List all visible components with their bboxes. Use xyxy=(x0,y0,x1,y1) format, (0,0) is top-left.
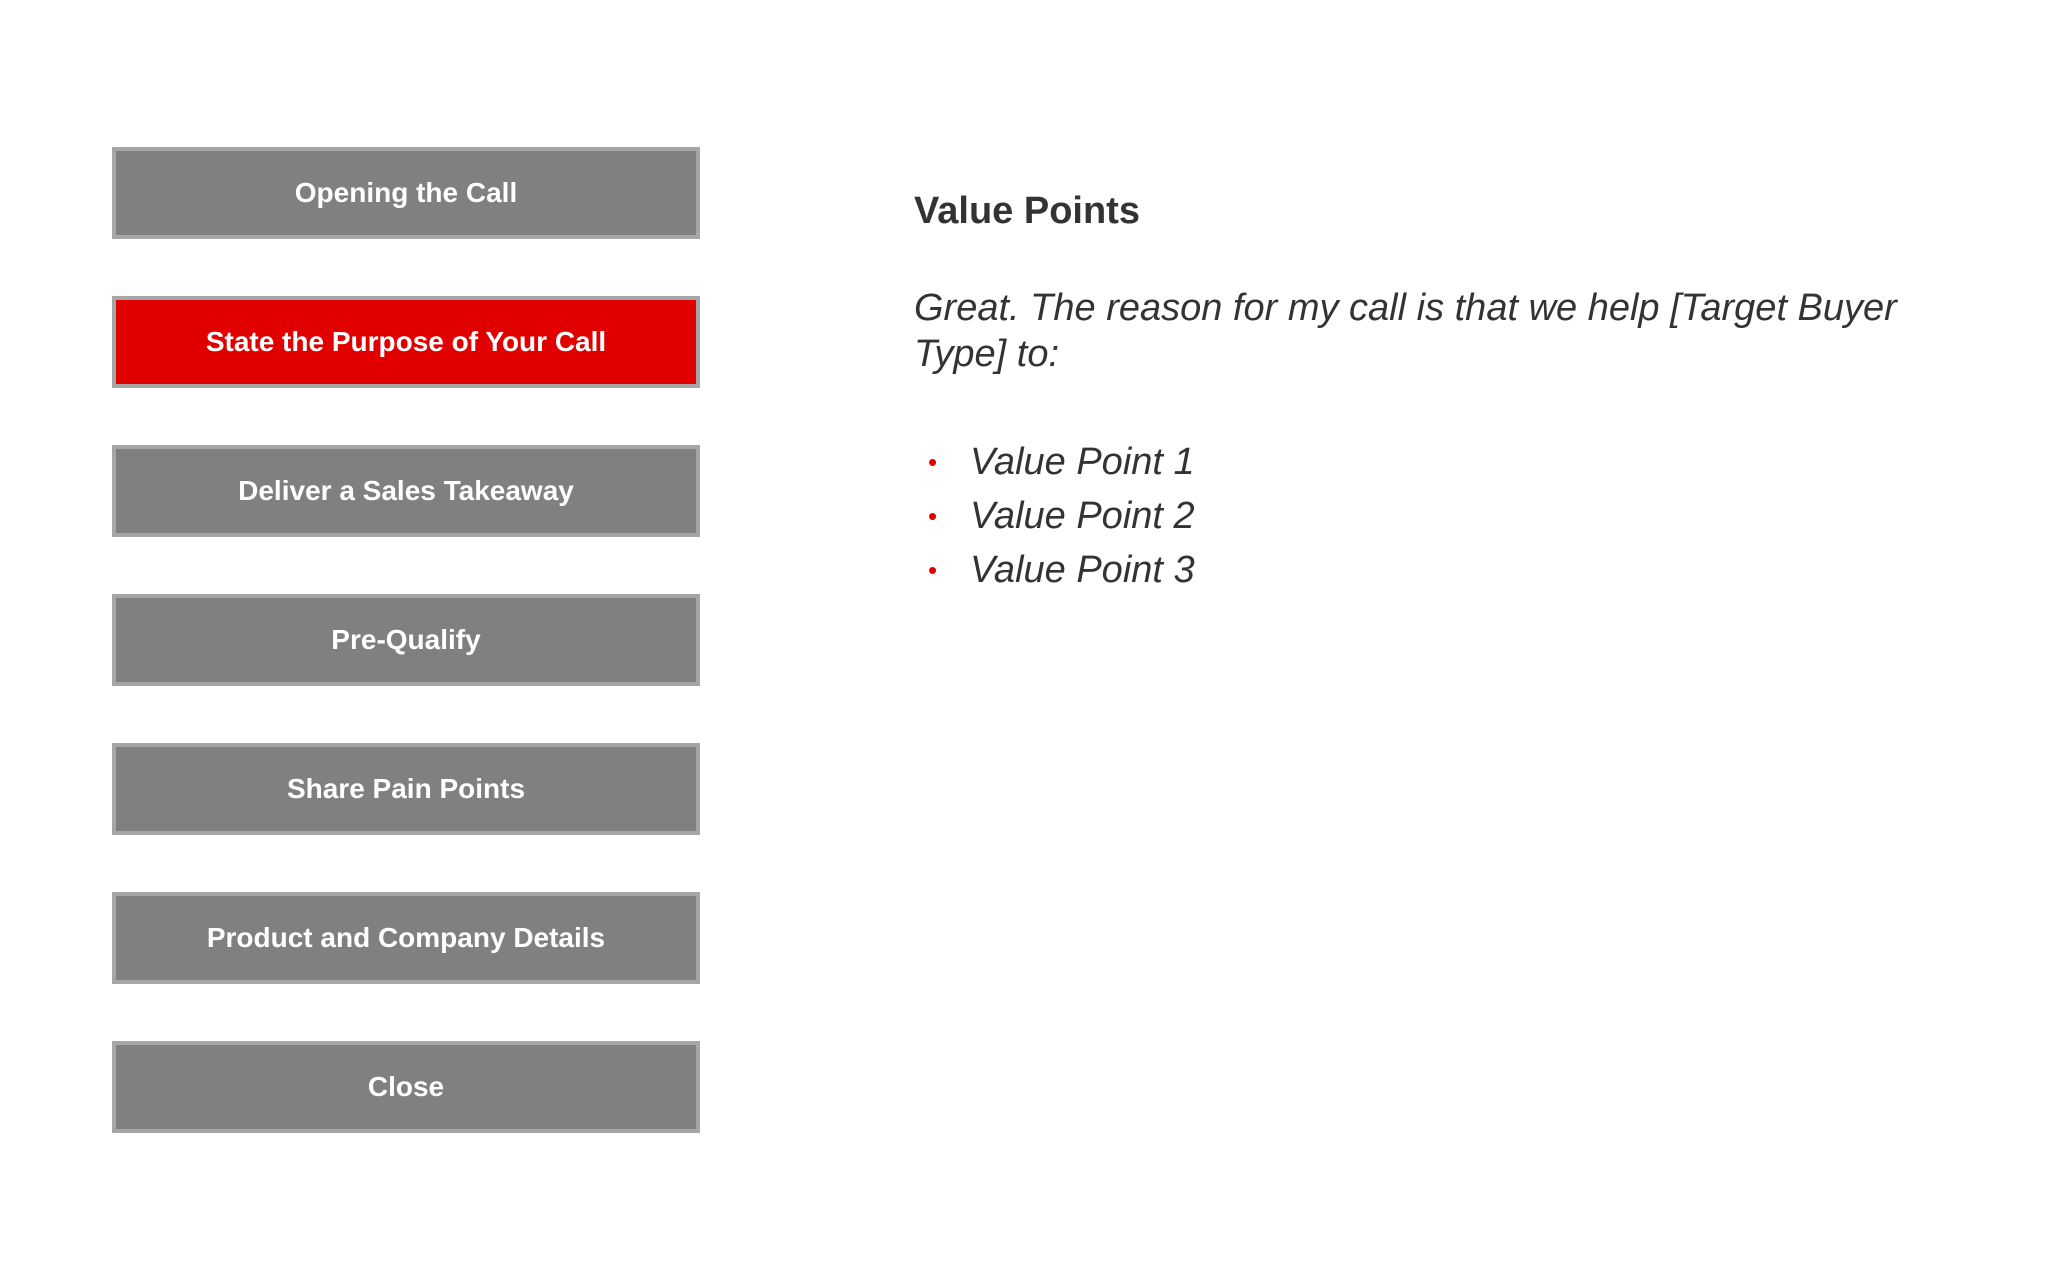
list-item xyxy=(914,543,1914,597)
bullet-icon: • xyxy=(928,500,938,531)
intro-text: Great. The reason for my call is that we help [Target Buyer Type] to: xyxy=(914,287,1897,375)
state-purpose-button[interactable]: State the Purpose of Your Call xyxy=(112,296,700,388)
pre-qualify-button[interactable]: Pre-Qualify xyxy=(112,594,700,686)
share-pain-points-button[interactable]: Share Pain Points xyxy=(112,743,700,835)
value-points-list xyxy=(914,435,1914,597)
list-item xyxy=(914,489,1914,543)
section-heading: Value Points xyxy=(914,190,1140,232)
bullet-icon: • xyxy=(928,446,938,477)
product-company-details-button[interactable]: Product and Company Details xyxy=(112,892,700,984)
list-item xyxy=(914,435,1914,489)
value-point-label: Value Point 1 xyxy=(970,440,1195,483)
script-panel xyxy=(914,190,1914,597)
value-point-label: Value Point 3 xyxy=(970,548,1195,591)
opening-the-call-button[interactable]: Opening the Call xyxy=(112,147,700,239)
bullet-icon: • xyxy=(928,554,938,585)
call-steps-nav xyxy=(112,147,700,1190)
sales-takeaway-button[interactable]: Deliver a Sales Takeaway xyxy=(112,445,700,537)
close-button[interactable]: Close xyxy=(112,1041,700,1133)
value-point-label: Value Point 2 xyxy=(970,494,1195,537)
